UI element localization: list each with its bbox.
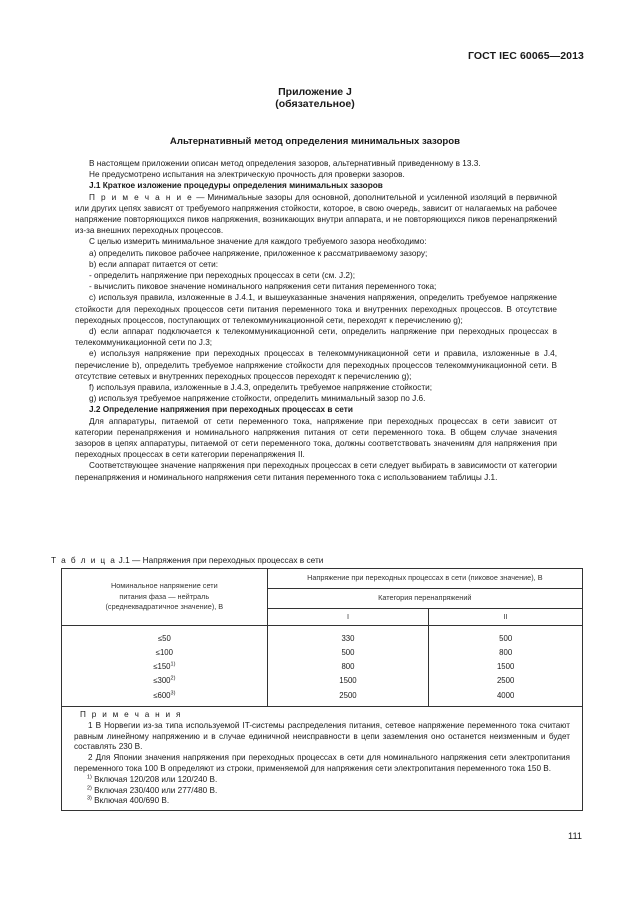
cell-cat-i: 800	[267, 660, 429, 674]
intro-paragraph-2: Не предусмотрено испытания на электрическую прочность для проверки зазоров.	[89, 170, 405, 180]
j1-line: d) если аппарат подключается к телекоммуникационной сети, определить напряжение при переходных процессах в телекоммуникационной сети по J.3;	[75, 327, 557, 348]
body-text	[75, 158, 557, 483]
section-title: Альтернативный метод определения минимальных зазоров	[169, 136, 461, 147]
voltage-value: ≤300	[153, 676, 171, 686]
notes-title: П р и м е ч а н и я	[80, 709, 183, 719]
voltage-value: ≤150	[153, 662, 171, 672]
j1-line: - вычислить пиковое значение номинального напряжения сети питания переменного тока;	[89, 282, 437, 292]
j1-line: - определить напряжение при переходных процессах в сети (см. J.2);	[89, 271, 355, 281]
cell-cat-ii: 1500	[429, 660, 583, 674]
note-2: 2 Для Японии значения напряжения при переходных процессах в сети для номинального напряжения сети электропитания переменного тока 100 В определяют из строки, применяемой для напряжения сети электропитания переменного тока 150 В.	[74, 753, 570, 773]
table-caption-label: Т а б л и ц а	[51, 555, 117, 565]
j2-heading: J.2 Определение напряжения при переходных процессах в сети	[89, 405, 353, 415]
voltage-value: ≤600	[153, 690, 171, 700]
table-caption-text: J.1 — Напряжения при переходных процессах в сети	[116, 555, 324, 565]
annex-subtitle: (обязательное)	[275, 98, 355, 110]
table-row	[62, 646, 583, 660]
col-header-cat-i: I	[267, 609, 429, 626]
col-header-line: Номинальное напряжение сети	[110, 581, 218, 591]
annex-title: Приложение J	[278, 86, 352, 98]
j1-note-label: П р и м е ч а н и е	[89, 192, 194, 202]
voltage-value: ≤100	[155, 647, 173, 657]
col-header-nominal-voltage	[62, 569, 268, 626]
cell-voltage	[62, 674, 268, 688]
cell-voltage	[62, 646, 268, 660]
cell-cat-i: 2500	[267, 689, 429, 707]
table-row	[62, 632, 583, 646]
footnote-text: Включая 120/208 или 120/240 В.	[91, 774, 218, 784]
footnote-mark: 2)	[87, 784, 92, 791]
footnote-mark: 3)	[87, 795, 92, 802]
intro-paragraph-1: В настоящем приложении описан метод определения зазоров, альтернативный приведенному в 13.3.	[89, 159, 481, 168]
cell-cat-ii: 2500	[429, 674, 583, 688]
j1-line: b) если аппарат питается от сети:	[89, 259, 219, 269]
cell-cat-i: 500	[267, 646, 429, 660]
j1-line: a) определить пиковое рабочее напряжение, приложенное к рассматриваемому зазору;	[89, 248, 428, 258]
footnote-ref: 1)	[170, 661, 176, 668]
table-row	[62, 674, 583, 688]
table-row	[62, 689, 583, 707]
voltage-value: ≤50	[157, 633, 171, 643]
col-header-line: питания фаза — нейтраль	[119, 591, 210, 601]
table-notes-row	[62, 706, 583, 810]
standard-designation: ГОСТ IEC 60065—2013	[467, 50, 584, 62]
table-notes	[62, 706, 583, 810]
footnote	[74, 796, 570, 807]
footnote-mark: 1)	[87, 774, 92, 781]
j2-paragraph-2: Соответствующее значение напряжения при переходных процессах в сети следует выбирать в зависимости от категории перенапряжения и номинального напряжения сети питания переменного тока с использованием таблицы J.1.	[75, 461, 557, 482]
j1-line: g) используя требуемое напряжение стойкости, определить минимальный зазор по J.6.	[89, 394, 426, 404]
j1-line: e) используя напряжение при переходных процессах в телекоммуникационной сети и правила, изложенные в J.4, перечисление b), определить требуемое напряжение стойкости для переходных процессов телекоммуникационной сети. В отсутствие сетевых и внутренних переходных процессов переходят к перечислению g);	[75, 349, 557, 381]
footnote-ref: 3)	[170, 690, 176, 697]
footnote-text: Включая 230/400 или 277/480 В.	[91, 785, 218, 795]
page-number: 111	[568, 831, 582, 841]
cell-cat-ii: 4000	[429, 689, 583, 707]
footnote-ref: 2)	[170, 675, 176, 682]
j1-note	[75, 192, 557, 237]
j1-line: c) используя правила, изложенные в J.4.1, и вышеуказанные значения напряжения, определить требуемое напряжение стойкости для переходных процессов сети питания переменного тока и внутренних переходных процессов. В отсутствие переходных процессов, поступающих от телекоммуникационной сети, переходят к перечислению g);	[75, 293, 557, 325]
note-1: 1 В Норвегии из-за типа используемой IT-системы распределения питания, сетевое напряжение переменного тока считают равным линейному напряжению и в случае единичной неисправности в цепи заземления оно останется неизменным и будет составлять 230 В.	[74, 720, 570, 752]
cell-voltage	[62, 660, 268, 674]
table-j1	[61, 568, 583, 811]
table-row	[62, 660, 583, 674]
j1-line: f) используя правила, изложенные в J.4.3, определить требуемое напряжение стойкости;	[89, 383, 432, 393]
cell-cat-i: 1500	[267, 674, 429, 688]
footnote	[74, 786, 570, 797]
table-caption	[51, 555, 323, 565]
cell-cat-ii: 500	[429, 632, 583, 646]
j1-line: С целью измерить минимальное значение для каждого требуемого зазора необходимо:	[89, 237, 427, 247]
j2-paragraph-1: Для аппаратуры, питаемой от сети переменного тока, напряжение при переходных процессах в сети зависит от категории перенапряжения и номинального напряжения питания от сети переменного тока. В общем случае значения зазоров в цепях аппаратуры, питаемой от сети переменного тока, должны соответствовать значениям для напряжения при переходных процессах в сети категории перенапряжения II.	[75, 416, 557, 460]
cell-cat-i: 330	[267, 632, 429, 646]
cell-cat-ii: 800	[429, 646, 583, 660]
col-header-line: (среднеквадратичное значение), В	[105, 602, 224, 612]
cell-voltage	[62, 632, 268, 646]
footnote	[74, 775, 570, 786]
col-header-transient-voltage: Напряжение при переходных процессах в сети (пиковое значение), В	[267, 569, 582, 589]
j1-heading: J.1 Краткое изложение процедуры определения минимальных зазоров	[89, 181, 383, 191]
col-header-cat-ii: II	[429, 609, 583, 626]
cell-voltage	[62, 689, 268, 707]
footnote-text: Включая 400/690 В.	[91, 796, 170, 806]
col-header-category: Категория перенапряжений	[267, 589, 582, 609]
j1-note-text: — Минимальные зазоры для основной, дополнительной и усиленной изоляций в первичной или других цепях зависят от требуемого напряжения стойкости, которое, в свою очередь, зависит от налагаемых на рабочее напряжение повторяющихся пиков напряжения, возникающих внутри аппарата, и не повторяющихся пиков перенапряжений из-за внешних переходных процессов.	[75, 192, 557, 236]
